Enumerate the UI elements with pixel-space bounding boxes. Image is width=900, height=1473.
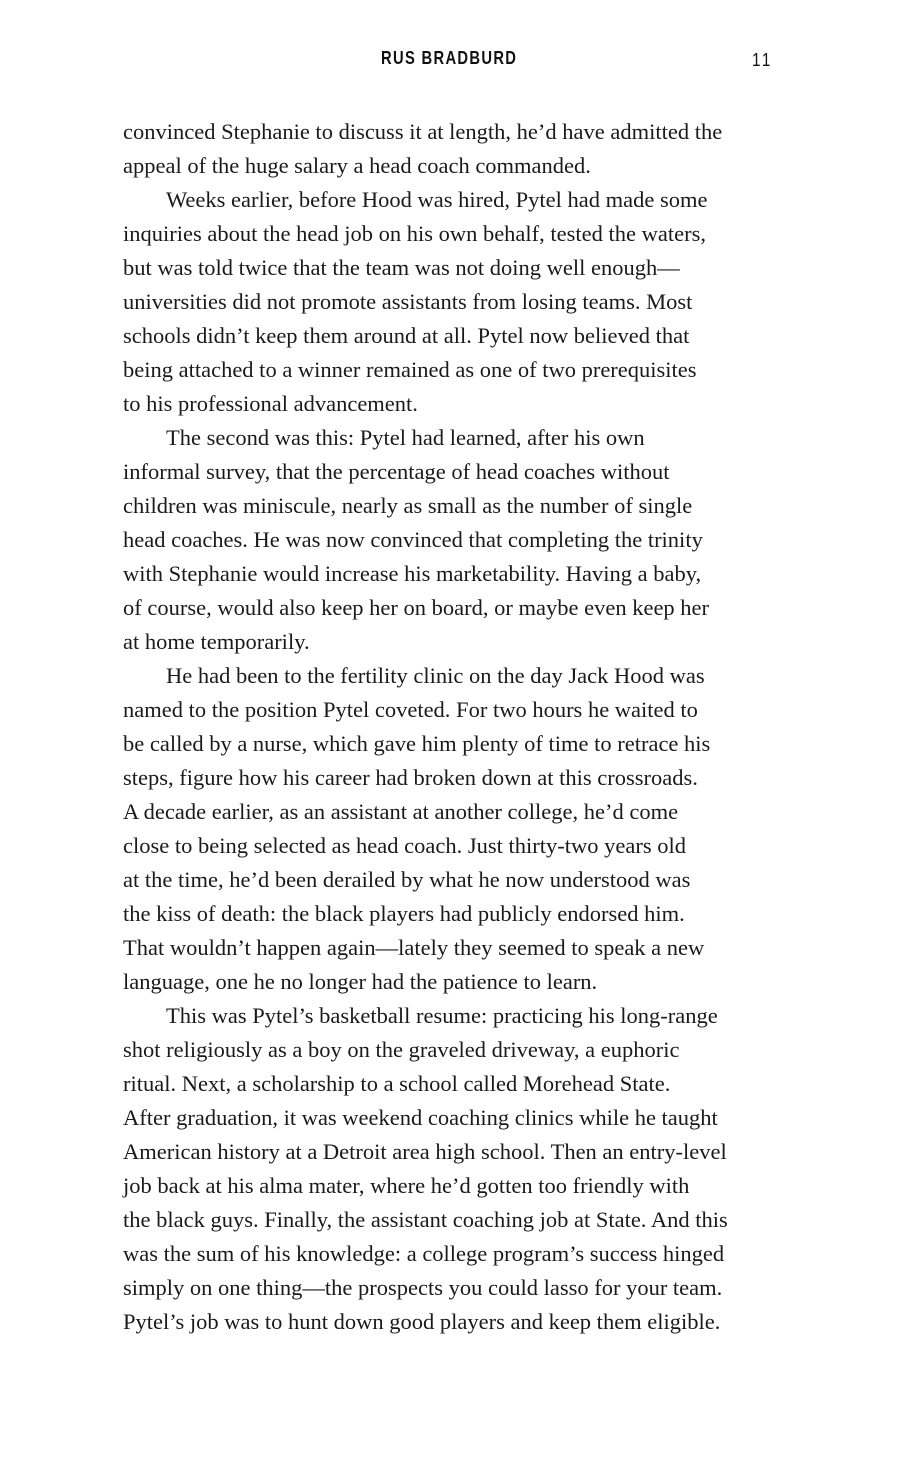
text-line: named to the position Pytel coveted. For two hours he waited to	[123, 697, 698, 722]
text-line: at the time, he’d been derailed by what he now understood was	[123, 867, 691, 892]
author-name: RUS BRADBURD	[381, 48, 518, 68]
page-number: 11	[752, 50, 773, 70]
paragraph	[123, 659, 793, 999]
text-line: A decade earlier, as an assistant at another college, he’d come	[123, 799, 679, 824]
body-text	[123, 115, 793, 1339]
text-line: ritual. Next, a scholarship to a school called Morehead State.	[123, 1071, 671, 1096]
text-line: After graduation, it was weekend coaching clinics while he taught	[123, 1105, 718, 1130]
text-line: job back at his alma mater, where he’d gotten too friendly with	[123, 1173, 690, 1198]
text-line: the black guys. Finally, the assistant coaching job at State. And this	[123, 1207, 728, 1232]
text-line: of course, would also keep her on board, or maybe even keep her	[123, 595, 710, 620]
paragraph	[123, 421, 793, 659]
text-line: American history at a Detroit area high school. Then an entry-level	[123, 1139, 727, 1164]
text-line: inquiries about the head job on his own behalf, tested the waters,	[123, 221, 706, 246]
text-line: head coaches. He was now convinced that completing the trinity	[123, 527, 703, 552]
text-line: simply on one thing—the prospects you could lasso for your team.	[123, 1275, 723, 1300]
text-line: Weeks earlier, before Hood was hired, Pytel had made some	[166, 187, 708, 212]
text-line: with Stephanie would increase his marketability. Having a baby,	[123, 561, 702, 586]
text-line: at home temporarily.	[123, 629, 310, 654]
text-line: The second was this: Pytel had learned, after his own	[166, 425, 645, 450]
text-line: children was miniscule, nearly as small as the number of single	[123, 493, 693, 518]
text-line: universities did not promote assistants from losing teams. Most	[123, 289, 693, 314]
text-line: the kiss of death: the black players had publicly endorsed him.	[123, 901, 685, 926]
text-line: to his professional advancement.	[123, 391, 418, 416]
paragraph	[123, 115, 793, 183]
text-line: be called by a nurse, which gave him plenty of time to retrace his	[123, 731, 711, 756]
text-line: being attached to a winner remained as one of two prerequisites	[123, 357, 697, 382]
text-line: language, one he no longer had the patience to learn.	[123, 969, 598, 994]
text-line: Pytel’s job was to hunt down good players and keep them eligible.	[123, 1309, 721, 1334]
text-line: informal survey, that the percentage of head coaches without	[123, 459, 670, 484]
running-head	[0, 48, 900, 74]
text-line: was the sum of his knowledge: a college program’s success hinged	[123, 1241, 725, 1266]
paragraph	[123, 999, 793, 1339]
paragraph	[123, 183, 793, 421]
text-line: shot religiously as a boy on the graveled driveway, a euphoric	[123, 1037, 680, 1062]
text-line: appeal of the huge salary a head coach commanded.	[123, 153, 591, 178]
text-line: That wouldn’t happen again—lately they seemed to speak a new	[123, 935, 705, 960]
text-line: steps, figure how his career had broken down at this crossroads.	[123, 765, 698, 790]
text-line: schools didn’t keep them around at all. Pytel now believed that	[123, 323, 690, 348]
text-line: This was Pytel’s basketball resume: practicing his long-range	[166, 1003, 718, 1028]
text-line: but was told twice that the team was not doing well enough—	[123, 255, 680, 280]
text-line: He had been to the fertility clinic on the day Jack Hood was	[166, 663, 705, 688]
text-line: convinced Stephanie to discuss it at length, he’d have admitted the	[123, 119, 723, 144]
text-line: close to being selected as head coach. Just thirty-two years old	[123, 833, 686, 858]
